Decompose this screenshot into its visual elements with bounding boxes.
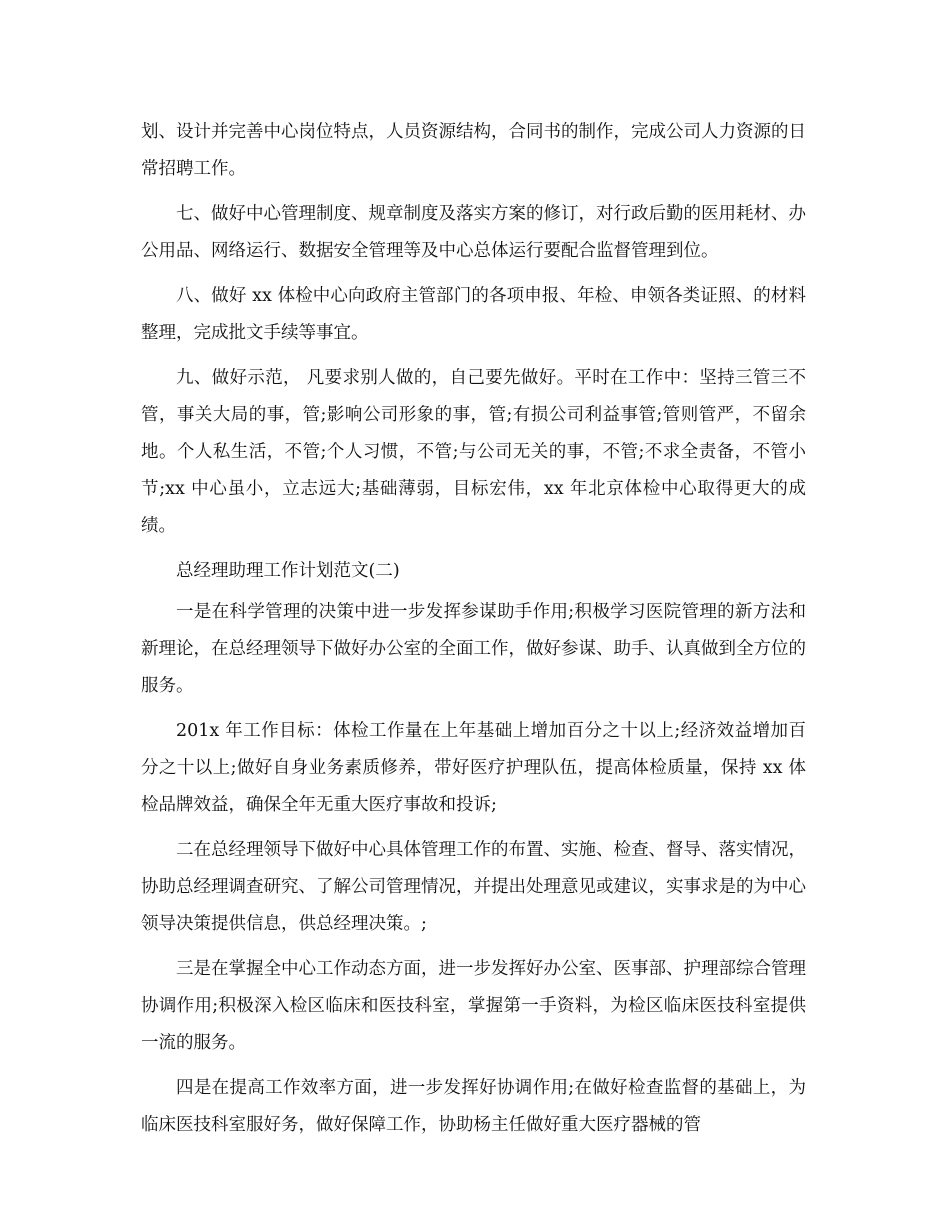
paragraph-annual-goal: 201x 年工作目标：体检工作量在上年基础上增加百分之十以上;经济效益增加百分之十以上;做好自身业务素质修养，带好医疗护理队伍，提高体检质量，保持 xx 体检品牌效益，确保全年无重大医疗事故和投诉; [141,721,806,815]
section-heading: 总经理助理工作计划范文(二) [176,561,400,581]
paragraph-item-9: 九、做好示范， 凡要求别人做的，自己要先做好。平时在工作中：坚持三管三不管，事关大局的事，管;影响公司形象的事，管;有损公司利益事管;管则管严，不留余地。个人私生活，不管;个人习惯，不管;与公司无关的事，不管;不求全责备，不管小节;xx 中心虽小，立志远大;基础薄弱，目标宏伟，xx 年北京体检中心取得更大的成绩。 [141,368,806,536]
paragraph-item-7: 七、做好中心管理制度、规章制度及落实方案的修订，对行政后勤的医用耗材、办公用品、网络运行、数据安全管理等及中心总体运行要配合监督管理到位。 [141,204,806,261]
document-body [141,114,806,1152]
paragraph-point-4: 四是在提高工作效率方面，进一步发挥好协调作用;在做好检查监督的基础上，为临床医技科室服好务，做好保障工作，协助杨主任做好重大医疗器械的管 [141,1078,806,1135]
paragraph-point-1: 一是在科学管理的决策中进一步发挥参谋助手作用;积极学习医院管理的新方法和新理论，在总经理领导下做好办公室的全面工作，做好参谋、助手、认真做到全方位的服务。 [141,602,806,696]
paragraph-point-3: 三是在掌握全中心工作动态方面，进一步发挥好办公室、医事部、护理部综合管理协调作用;积极深入检区临床和医技科室，掌握第一手资料，为检区临床医技科室提供一流的服务。 [141,959,806,1053]
paragraph-continuation: 划、设计并完善中心岗位特点，人员资源结构，合同书的制作，完成公司人力资源的日常招聘工作。 [141,122,806,179]
paragraph-point-2: 二在总经理领导下做好中心具体管理工作的布置、实施、检查、督导、落实情况，协助总经理调查研究、了解公司管理情况，并提出处理意见或建议，实事求是的为中心领导决策提供信息，供总经理决策。; [141,840,806,934]
paragraph-item-8: 八、做好 xx 体检中心向政府主管部门的各项申报、年检、申领各类证照、的材料整理，完成批文手续等事宜。 [141,286,806,343]
